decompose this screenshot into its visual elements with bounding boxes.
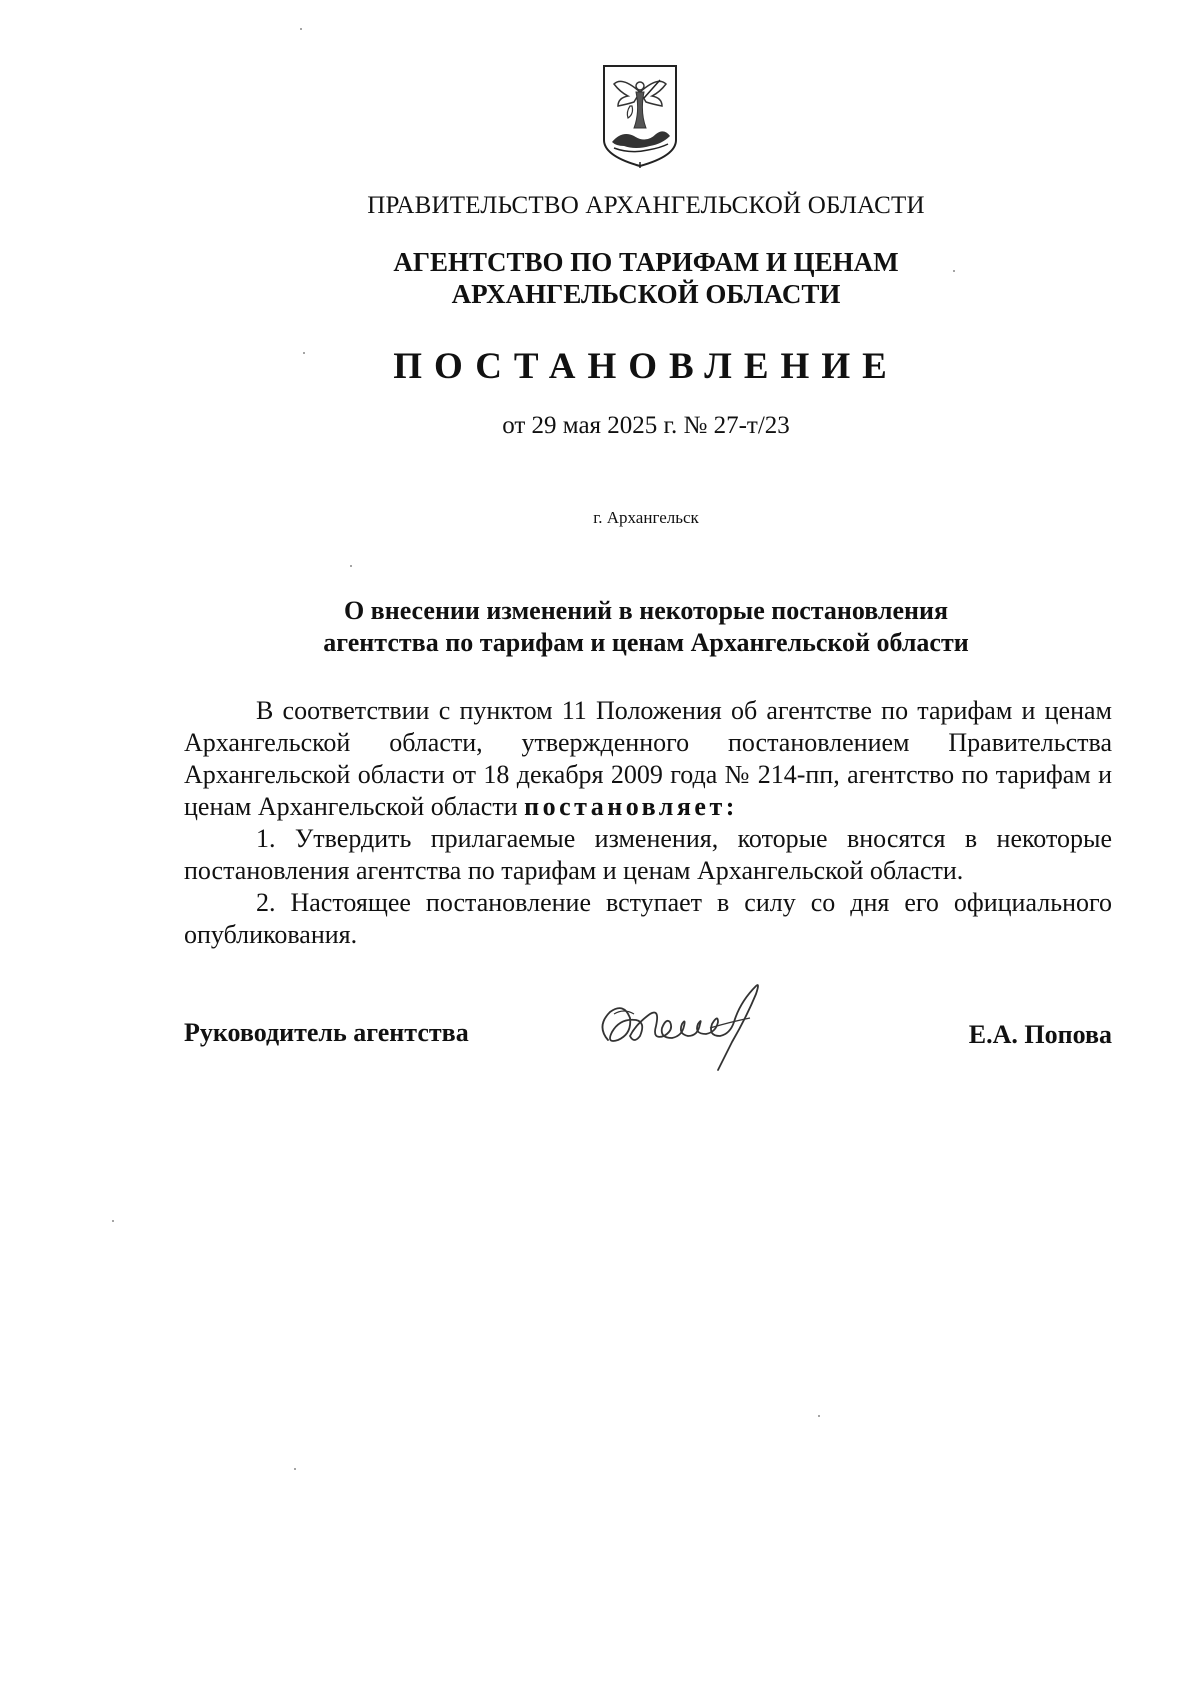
document-body [184, 695, 1112, 951]
scan-speck [294, 1468, 296, 1470]
document-subject [0, 595, 1200, 659]
agency-title-line1: АГЕНТСТВО ПО ТАРИФАМ И ЦЕНАМ [393, 247, 899, 277]
scan-speck [818, 1415, 820, 1417]
agency-title-line2: АРХАНГЕЛЬСКОЙ ОБЛАСТИ [451, 279, 841, 309]
signer-position: Руководитель агентства [184, 1018, 469, 1047]
handwritten-signature-icon [590, 978, 780, 1078]
resolves-word: постановляет: [524, 792, 738, 821]
government-name: ПРАВИТЕЛЬСТВО АРХАНГЕЛЬСКОЙ ОБЛАСТИ [367, 192, 925, 219]
preamble-text: В соответствии с пунктом 11 Положения об агентстве по тарифам и ценам Архангельской области, утвержденного постановлением Правительства Архангельской области от 18 декабря 2009 года № 214-пп, агентство по тарифам и ценам Архангельской области [184, 696, 1112, 821]
item-2: 2. Настоящее постановление вступает в силу со дня его официального опубликования. [184, 888, 1112, 949]
scan-speck [953, 270, 955, 272]
agency-title [0, 246, 1200, 310]
coat-of-arms-icon [600, 62, 680, 170]
preamble-paragraph [184, 695, 1112, 823]
document-type: ПОСТАНОВЛЕНИЕ [393, 346, 899, 387]
scan-speck [350, 565, 352, 567]
document-city: г. Архангельск [593, 508, 699, 527]
item-1: 1. Утвердить прилагаемые изменения, которые вносятся в некоторые постановления агентства по тарифам и ценам Архангельской области. [184, 824, 1112, 885]
scan-speck [112, 1220, 114, 1222]
scan-speck [300, 28, 302, 30]
scan-speck [303, 352, 305, 354]
subject-line1: О внесении изменений в некоторые постановления [343, 596, 949, 625]
document-date-number: от 29 мая 2025 г. № 27-т/23 [502, 412, 790, 439]
subject-line2: агентства по тарифам и ценам Архангельской области [323, 628, 969, 657]
signer-name: Е.А. Попова [968, 1020, 1112, 1049]
